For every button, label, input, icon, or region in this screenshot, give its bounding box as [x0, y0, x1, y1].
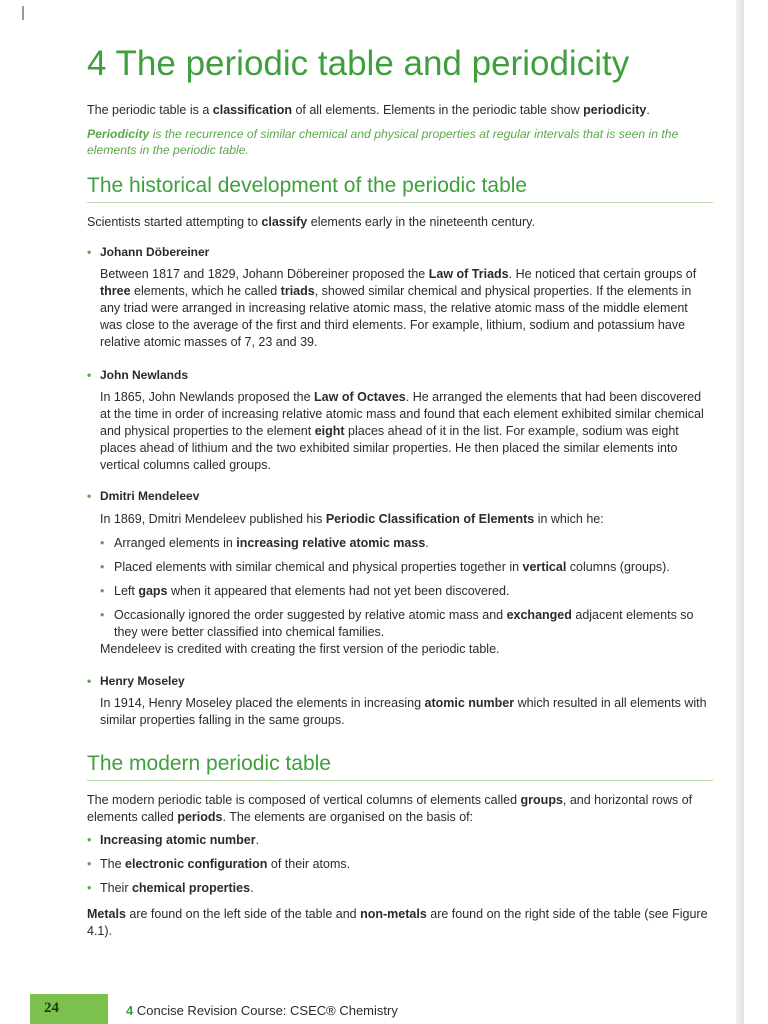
body-text: . The elements are organised on the basis of: — [222, 810, 474, 824]
body-text: are found on the right side of the table (see Figure 4.1). — [87, 907, 708, 938]
bold-term: Metals — [87, 907, 126, 921]
list-item — [100, 583, 713, 600]
scientist-moseley-text — [100, 695, 713, 729]
intro-bold-term: classification — [212, 103, 292, 117]
bullet-icon: • — [87, 674, 92, 688]
chapter-title: 4 The periodic table and periodicity — [87, 44, 630, 83]
intro-text: . — [646, 103, 650, 117]
definition-text: is the recurrence of similar chemical and physical properties at regular intervals that is seen in the elements in the periodic table. — [87, 127, 679, 157]
bold-term: vertical — [522, 560, 567, 574]
intro-paragraph — [87, 102, 713, 119]
scientist-newlands-name — [87, 368, 188, 382]
body-text: in which he: — [534, 512, 604, 526]
body-text: In 1914, Henry Moseley placed the elements in increasing — [100, 696, 425, 710]
scientist-name: John Newlands — [100, 368, 189, 382]
definition-term: Periodicity — [87, 127, 150, 141]
intro-text: The periodic table is a — [87, 103, 213, 117]
scientist-name: Henry Moseley — [100, 674, 185, 688]
scientist-dobereiner-text — [100, 266, 713, 351]
intro-text: of all elements. Elements in the periodic table show — [291, 103, 584, 117]
body-text: columns (groups). — [566, 560, 670, 574]
body-text: adjacent elements so they were better classified into chemical families. — [114, 608, 694, 639]
scientist-name: Johann Döbereiner — [100, 245, 210, 259]
bold-term: eight — [314, 424, 345, 438]
footer-book-title: Concise Revision Course: CSEC® Chemistry — [133, 1003, 398, 1018]
body-text: , showed similar chemical and physical properties. If the elements in any triad were arranged in increasing relative atomic mass, the relative atomic mass of the middle element was close to the average of the first and third elements. For example, lithium, sodium and potassium have relative atomic masses of 7, 23 and 39. — [100, 284, 692, 349]
bold-term: atomic number — [424, 696, 515, 710]
body-text: . He arranged the elements that had been discovered at the time in order of increasing relative atomic mass and found that each element exhibited similar chemical and physical properties to the element — [100, 390, 704, 438]
historical-intro-bold: classify — [261, 215, 308, 229]
scientist-newlands-text — [100, 389, 713, 474]
bold-term: exchanged — [506, 608, 572, 622]
body-text: The — [100, 857, 126, 871]
bold-term: increasing relative atomic mass — [236, 536, 426, 550]
bullet-icon: • — [87, 857, 92, 871]
body-text: Their — [100, 881, 132, 895]
bullet-icon: • — [87, 881, 92, 895]
body-text: when it appeared that elements had not yet been discovered. — [167, 584, 510, 598]
bullet-icon: • — [87, 245, 92, 259]
body-text: which resulted in all elements with similar properties falling in the same groups. — [100, 696, 707, 727]
section-heading-historical: The historical development of the periodic table — [87, 174, 713, 203]
body-text: . — [425, 536, 429, 550]
scientist-mendeleev-text — [100, 511, 713, 528]
body-text: Occasionally ignored the order suggested by relative atomic mass and — [114, 608, 507, 622]
bullet-icon: • — [100, 584, 105, 598]
section-heading-modern: The modern periodic table — [87, 752, 713, 781]
bold-term: periods — [177, 810, 223, 824]
bullet-icon: • — [100, 560, 105, 574]
bullet-icon: • — [87, 833, 92, 847]
scientist-dobereiner-name — [87, 245, 209, 259]
page-number: 24 — [44, 1000, 59, 1016]
bullet-icon: • — [100, 536, 105, 550]
body-text: Left — [114, 584, 139, 598]
list-item — [100, 559, 713, 576]
corner-crop-mark — [22, 6, 24, 20]
bold-term: electronic configuration — [125, 857, 268, 871]
bold-term: chemical properties — [131, 881, 251, 895]
body-text: In 1869, Dmitri Mendeleev published his — [100, 512, 326, 526]
scientist-moseley-name — [87, 674, 185, 688]
list-item — [100, 535, 713, 552]
mendeleev-closing: Mendeleev is credited with creating the first version of the periodic table. — [100, 642, 500, 656]
list-item — [100, 607, 713, 641]
footer-page-tab — [30, 994, 108, 1024]
intro-bold-term: periodicity — [583, 103, 647, 117]
body-text: . — [255, 833, 260, 847]
scientist-mendeleev-name — [87, 489, 199, 503]
bold-term: groups — [520, 793, 563, 807]
historical-intro-text: elements early in the nineteenth century. — [307, 215, 535, 229]
page-edge-shadow — [736, 0, 744, 1024]
bold-term: Law of Triads — [428, 267, 509, 281]
bold-term: Periodic Classification of Elements — [325, 512, 535, 526]
bullet-icon: • — [87, 489, 92, 503]
bold-term: triads — [280, 284, 315, 298]
body-text: places ahead of it in the list. For example, sodium was eight places ahead of lithium and the two exhibited similar properties. He then placed the similar elements into vertical columns called groups. — [100, 424, 679, 472]
body-text: . He noticed that certain groups of — [508, 267, 697, 281]
body-text: Arranged elements in — [114, 536, 237, 550]
body-text: The modern periodic table is composed of vertical columns of elements called — [87, 793, 521, 807]
list-item — [87, 832, 713, 849]
body-text: Placed elements with similar chemical and physical properties together in — [114, 560, 523, 574]
running-footer — [126, 1003, 398, 1018]
body-text: Between 1817 and 1829, Johann Döbereiner proposed the — [100, 267, 429, 281]
footer-chapter-number: 4 — [126, 1003, 134, 1018]
bullet-icon: • — [100, 608, 105, 622]
body-text: elements, which he called — [130, 284, 281, 298]
bold-term: non-metals — [360, 907, 427, 921]
bold-term: Increasing atomic number — [100, 833, 256, 847]
historical-intro-text: Scientists started attempting to — [87, 215, 262, 229]
body-text: In 1865, John Newlands proposed the — [100, 390, 315, 404]
body-text: , and horizontal rows of elements called — [87, 793, 693, 824]
body-text: are found on the left side of the table and — [125, 907, 361, 921]
bold-term: Law of Octaves — [314, 390, 406, 404]
mendeleev-list — [100, 535, 713, 648]
list-item — [87, 856, 713, 873]
bullet-icon: • — [87, 368, 92, 382]
list-item — [87, 880, 713, 897]
bold-term: gaps — [138, 584, 168, 598]
modern-intro — [87, 792, 713, 826]
bold-term: three — [100, 284, 131, 298]
scientist-name: Dmitri Mendeleev — [100, 489, 200, 503]
metals-paragraph — [87, 906, 713, 940]
modern-basis-list — [87, 832, 713, 904]
periodicity-definition — [87, 126, 713, 158]
body-text: of their atoms. — [267, 857, 351, 871]
body-text: . — [250, 881, 254, 895]
historical-intro — [87, 214, 713, 231]
